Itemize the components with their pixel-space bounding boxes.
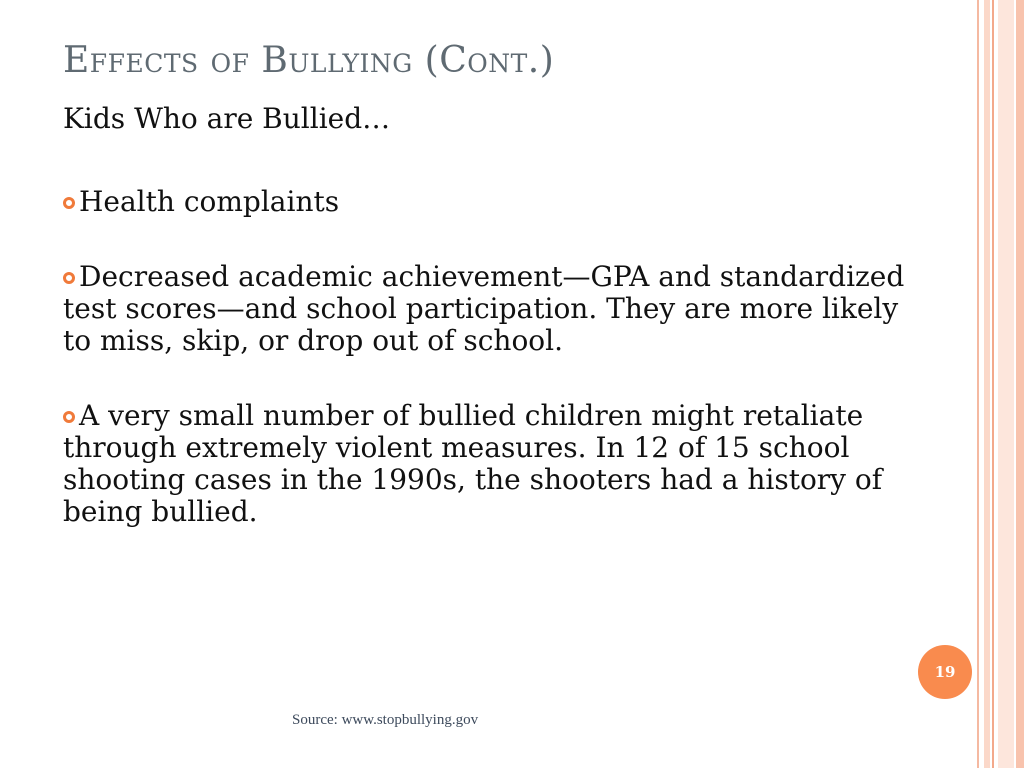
- bullet-item: [63, 400, 923, 528]
- slide-subtitle: Kids Who are Bullied…: [63, 102, 391, 135]
- decor-stripe: [998, 0, 1014, 768]
- bullet-text: A very small number of bullied children might retaliate through extremely violent measures. In 12 of 15 school shooting cases in the 1990s, the shooters had a history of being bullied.: [63, 399, 883, 528]
- slide-title: Effects of Bullying (Cont.): [63, 40, 555, 81]
- ring-bullet-icon: [63, 411, 75, 423]
- bullet-list: [63, 186, 923, 571]
- bullet-text: Decreased academic achievement—GPA and standardized test scores—and school participation. They are more likely to miss, skip, or drop out of school.: [63, 260, 905, 357]
- bullet-item: [63, 186, 923, 218]
- ring-bullet-icon: [63, 197, 75, 209]
- decor-stripe: [1016, 0, 1024, 768]
- bullet-item: [63, 261, 923, 357]
- decor-stripe: [992, 0, 994, 768]
- decor-stripe: [977, 0, 979, 768]
- decor-stripe: [984, 0, 990, 768]
- source-citation: Source: www.stopbullying.gov: [292, 712, 479, 728]
- bullet-text: Health complaints: [79, 185, 340, 218]
- ring-bullet-icon: [63, 272, 75, 284]
- page-number-badge: 19: [918, 645, 972, 699]
